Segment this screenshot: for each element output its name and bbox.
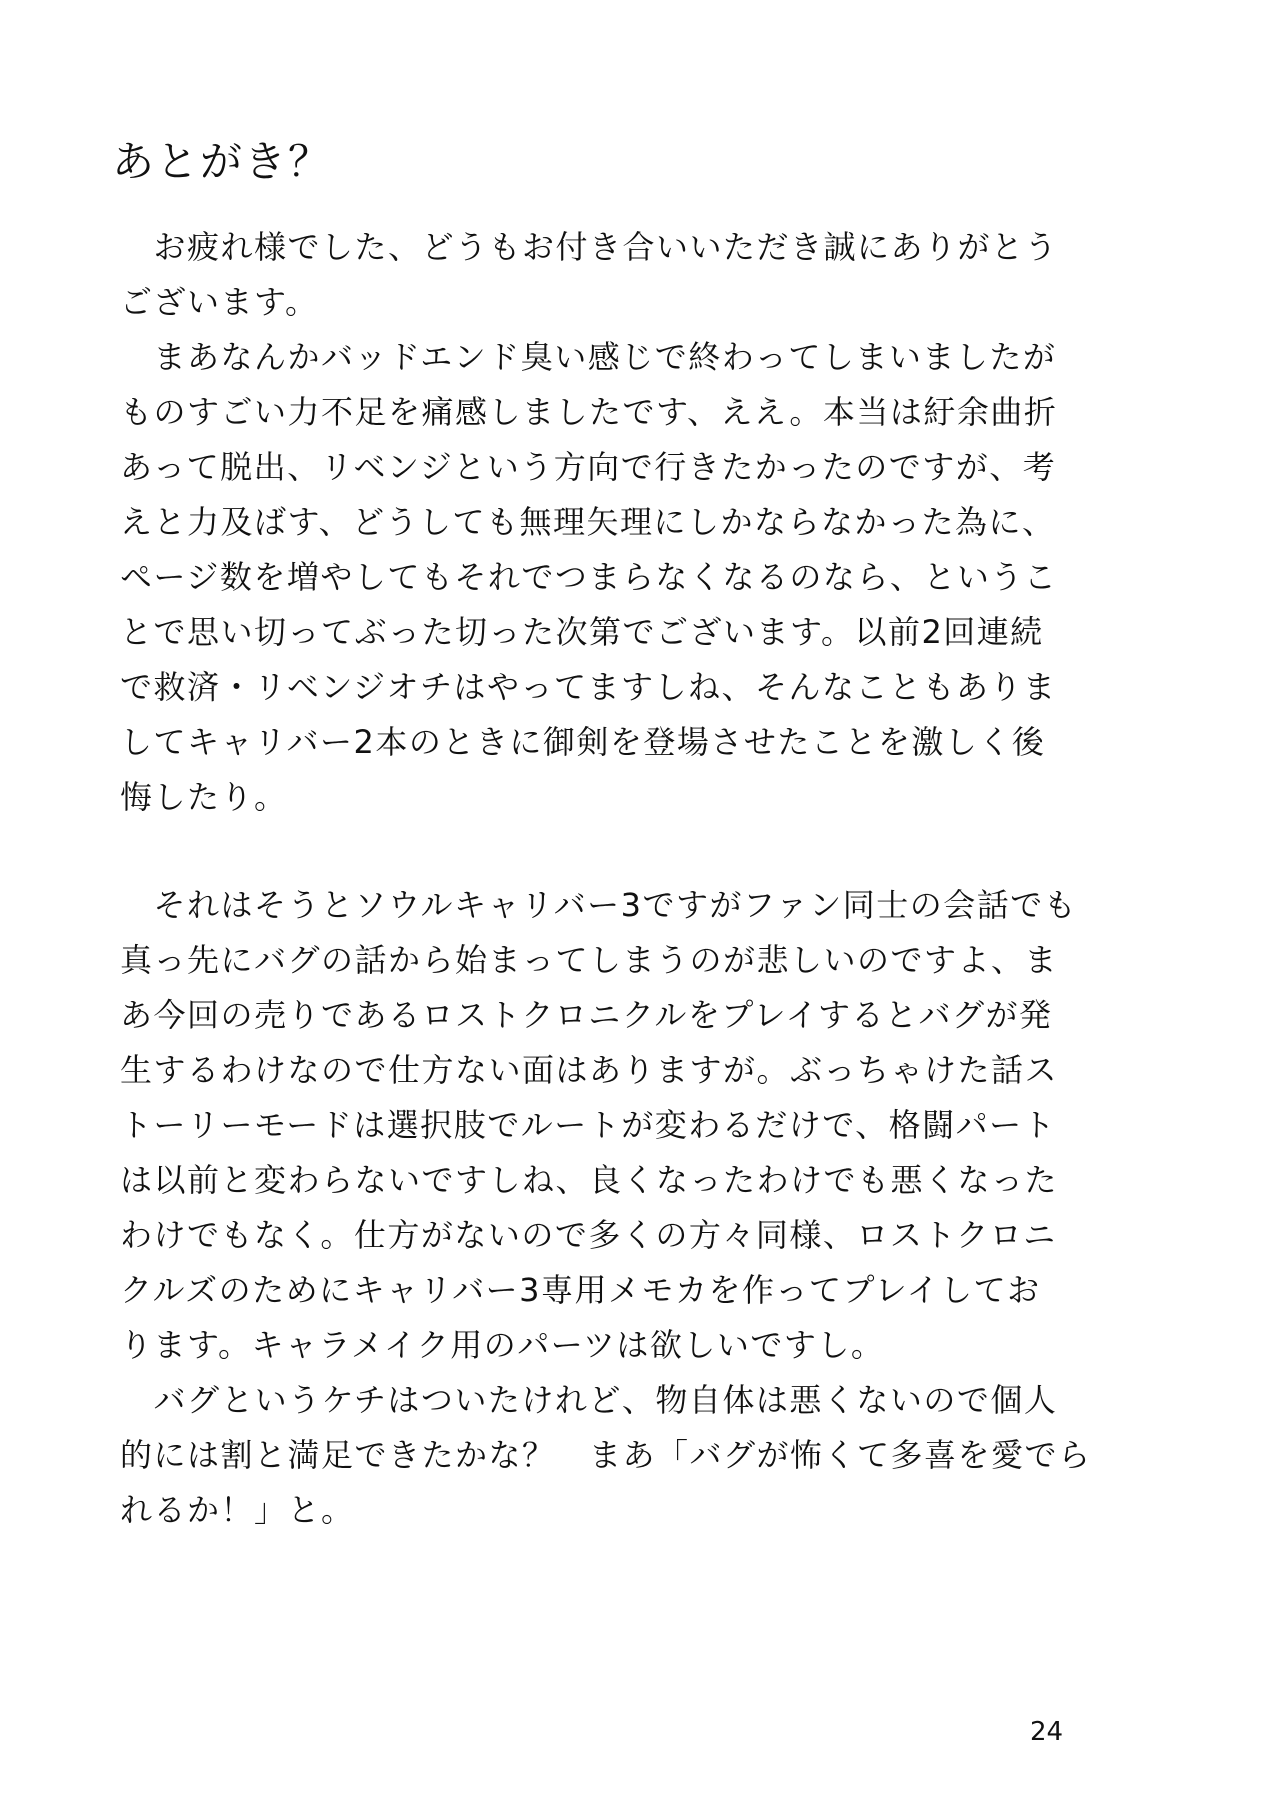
text-line: してキャリバー2本のときに御剣を登場させたことを激しく後 xyxy=(120,723,1046,761)
text-line: 真っ先にバグの話から始まってしまうのが悲しいのですよ、ま xyxy=(120,941,1059,979)
paragraph-1 xyxy=(120,220,1100,330)
paragraph-3 xyxy=(120,878,1100,1373)
text-line: ページ数を増やしてもそれでつまらなくなるのなら、というこ xyxy=(120,558,1058,596)
text-line: ものすごい力不足を痛感しましたです、ええ。本当は紆余曲折 xyxy=(120,393,1058,431)
text-line: えと力及ばす、どうしても無理矢理にしかならなかった為に、 xyxy=(120,503,1056,541)
text-line: わけでもなく。仕方がないので多くの方々同様、ロストクロニ xyxy=(120,1216,1057,1254)
text-line: クルズのためにキャリバー3専用メモカを作ってプレイしてお xyxy=(120,1271,1041,1309)
paragraph-2 xyxy=(120,330,1100,825)
text-line: まあなんかバッドエンド臭い感じで終わってしまいましたが xyxy=(120,338,1057,376)
text-line: あって脱出、リベンジという方向で行きたかったのですが、考 xyxy=(120,448,1057,486)
text-line: は以前と変わらないですしね、良くなったわけでも悪くなった xyxy=(120,1161,1059,1199)
text-line: それはそうとソウルキャリバー3ですがファン同士の会話でも xyxy=(120,886,1078,924)
text-line: お疲れ様でした、どうもお付き合いいただき誠にありがとう xyxy=(120,228,1059,266)
text-line: トーリーモードは選択肢でルートが変わるだけで、格闘パート xyxy=(120,1106,1057,1144)
text-line: 的には割と満足できたかな？ まあ「バグが怖くて多喜を愛でら xyxy=(120,1436,1092,1474)
page-title: あとがき？ xyxy=(112,137,333,186)
afterword-body xyxy=(120,220,1100,1538)
paragraph-gap xyxy=(120,825,1100,878)
page-number: 24 xyxy=(1030,1717,1064,1747)
text-line: で救済・リベンジオチはやってますしね、そんなこともありま xyxy=(120,668,1057,706)
text-line: あ今回の売りであるロストクロニクルをプレイするとバグが発 xyxy=(120,996,1053,1034)
text-line: 生するわけなので仕方ない面はありますが。ぶっちゃけた話ス xyxy=(120,1051,1059,1089)
text-line: 悔したり。 xyxy=(120,778,288,816)
paragraph-4 xyxy=(120,1373,1100,1538)
text-line: ります。キャラメイク用のパーツは欲しいですし。 xyxy=(120,1326,885,1364)
text-line: ございます。 xyxy=(120,283,319,321)
text-line: バグというケチはついたけれど、物自体は悪くないので個人 xyxy=(120,1381,1058,1419)
text-line: れるか！」と。 xyxy=(120,1491,355,1529)
text-line: とで思い切ってぶった切った次第でございます。以前2回連続 xyxy=(120,613,1044,651)
